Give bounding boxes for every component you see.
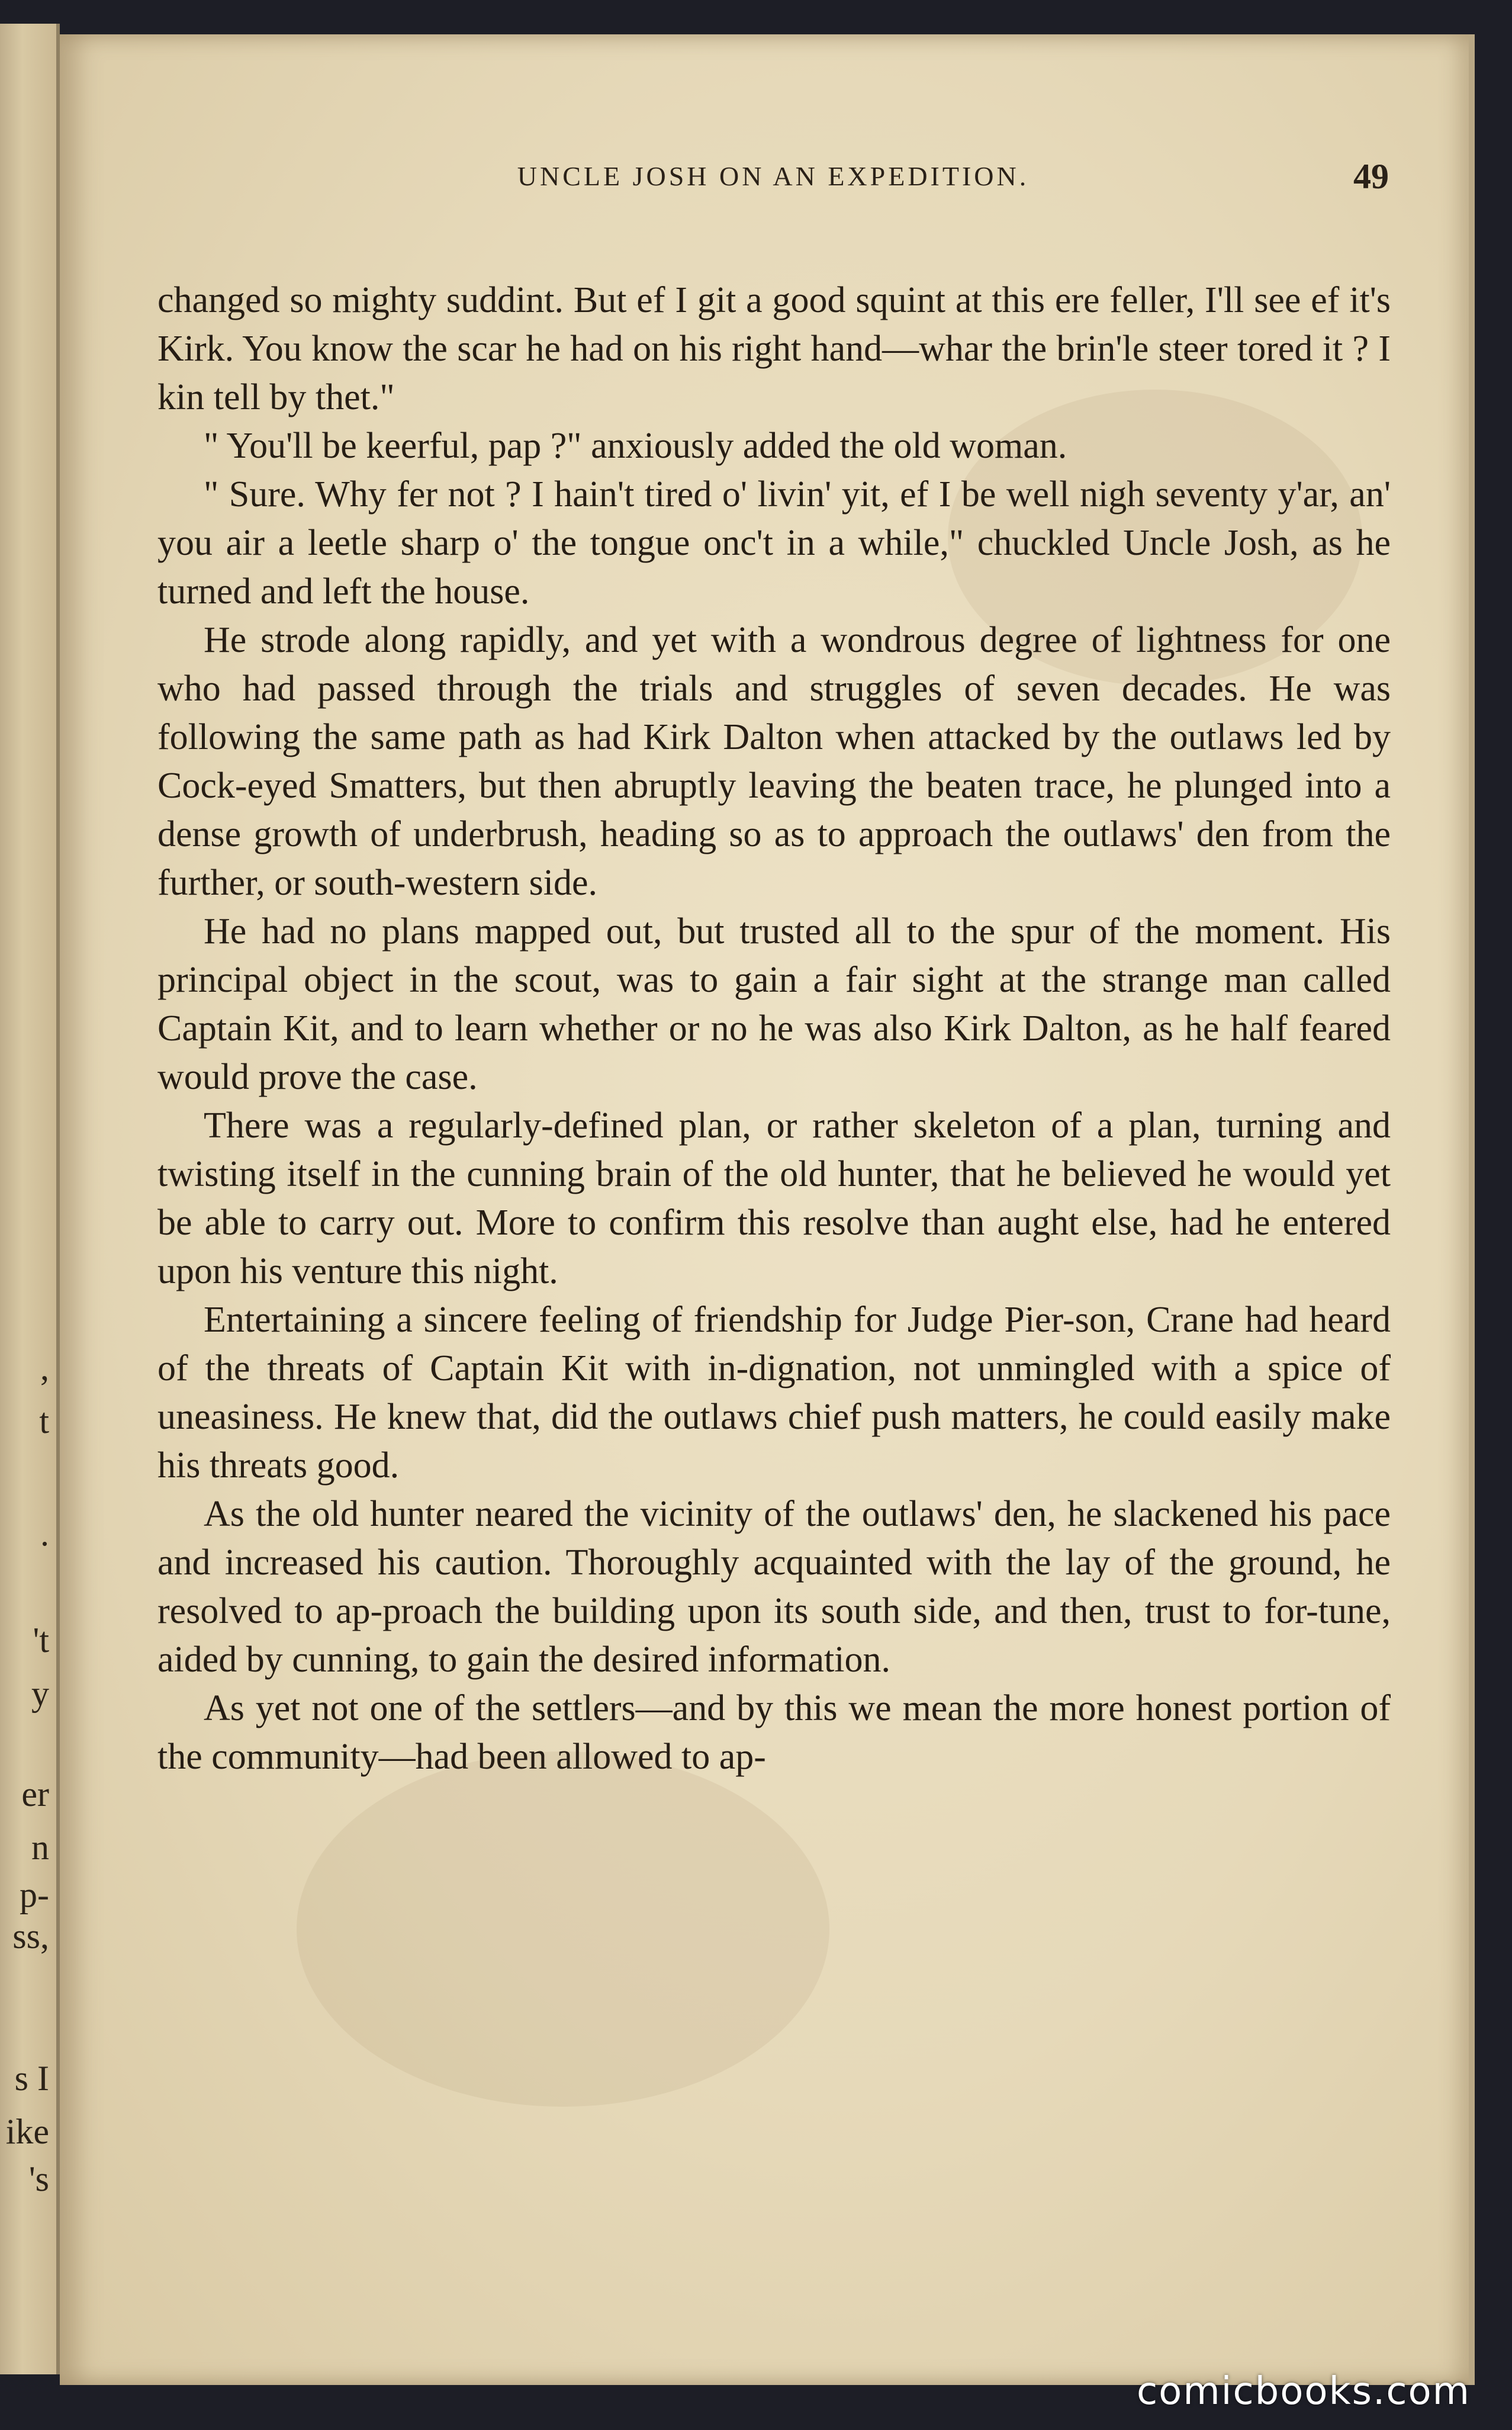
previous-page-fragment: p- [20, 1875, 49, 1914]
previous-page-fragment: , [40, 1348, 49, 1387]
previous-page-fragment: n [31, 1828, 49, 1867]
previous-page-fragment: ss, [12, 1917, 49, 1956]
running-title: UNCLE JOSH ON AN EXPEDITION. [517, 161, 1030, 191]
previous-page-fragment: y [31, 1674, 49, 1713]
paragraph: As the old hunter neared the vicinity of the outlaws' den, he slackened his pace and increased his caution. Thoroughly acquainted with the lay of the ground, he resolved to ap-proach the building upon its south side, and then, trust to for-tune, aided by cunning, to gain the desired information. [157, 1494, 1391, 1680]
paper-stain [297, 1751, 829, 2107]
previous-page-fragment: . [40, 1514, 49, 1553]
paragraph: Entertaining a sincere feeling of friendship for Judge Pier-son, Crane had heard of the threats of Captain Kit with in-dignation, not unmingled with a spice of uneasiness. He knew that, did the outlaws chief push matters, he could easily make his threats good. [157, 1300, 1391, 1486]
running-head [157, 153, 1389, 200]
previous-page-fragment: ike [5, 2112, 49, 2151]
paragraph: changed so mighty suddint. But ef I git a good squint at this ere feller, I'll see ef it's Kirk. You know the scar he had on his right hand—whar the brin'le steer tored it ? I kin tell by thet." [157, 280, 1391, 417]
paragraph: There was a regularly-defined plan, or rather skeleton of a plan, turning and twisting itself in the cunning brain of the old hunter, that he believed he would yet be able to carry out. More to confirm this resolve than aught else, had he entered upon his venture this night. [157, 1105, 1391, 1291]
paragraph: He strode along rapidly, and yet with a wondrous degree of lightness for one who had passed through the trials and struggles of seven decades. He was following the same path as had Kirk Dalton when attacked by the outlaws led by Cock-eyed Smatters, but then abruptly leaving the beaten trace, he plunged into a dense growth of underbrush, heading so as to approach the outlaws' den from the further, or south-western side. [157, 620, 1391, 903]
previous-page-fragment: 's [28, 2159, 49, 2198]
previous-page-fragment: er [21, 1775, 49, 1814]
page-number: 49 [1353, 157, 1389, 196]
paragraph: As yet not one of the settlers—and by this we mean the more honest portion of the community—had been allowed to ap- [157, 1688, 1391, 1777]
previous-page-fragment: 't [33, 1621, 49, 1660]
previous-page-fragment: t [39, 1402, 49, 1441]
site-watermark: comicbooks.com [1136, 2370, 1471, 2413]
body-text [157, 276, 1391, 1781]
previous-page-edge [0, 24, 60, 2374]
book-page [60, 34, 1475, 2385]
paragraph: He had no plans mapped out, but trusted all to the spur of the moment. His principal object in the scout, was to gain a fair sight at the strange man called Captain Kit, and to learn whether or no he was also Kirk Dalton, as he half feared would prove the case. [157, 911, 1391, 1097]
previous-page-fragment: s I [14, 2059, 49, 2098]
paragraph: " Sure. Why fer not ? I hain't tired o' livin' yit, ef I be well nigh seventy y'ar, an' you air a leetle sharp o' the tongue onc't in a while," chuckled Uncle Josh, as he turned and left the house. [157, 474, 1391, 612]
paragraph: " You'll be keerful, pap ?" anxiously added the old woman. [204, 426, 1067, 466]
